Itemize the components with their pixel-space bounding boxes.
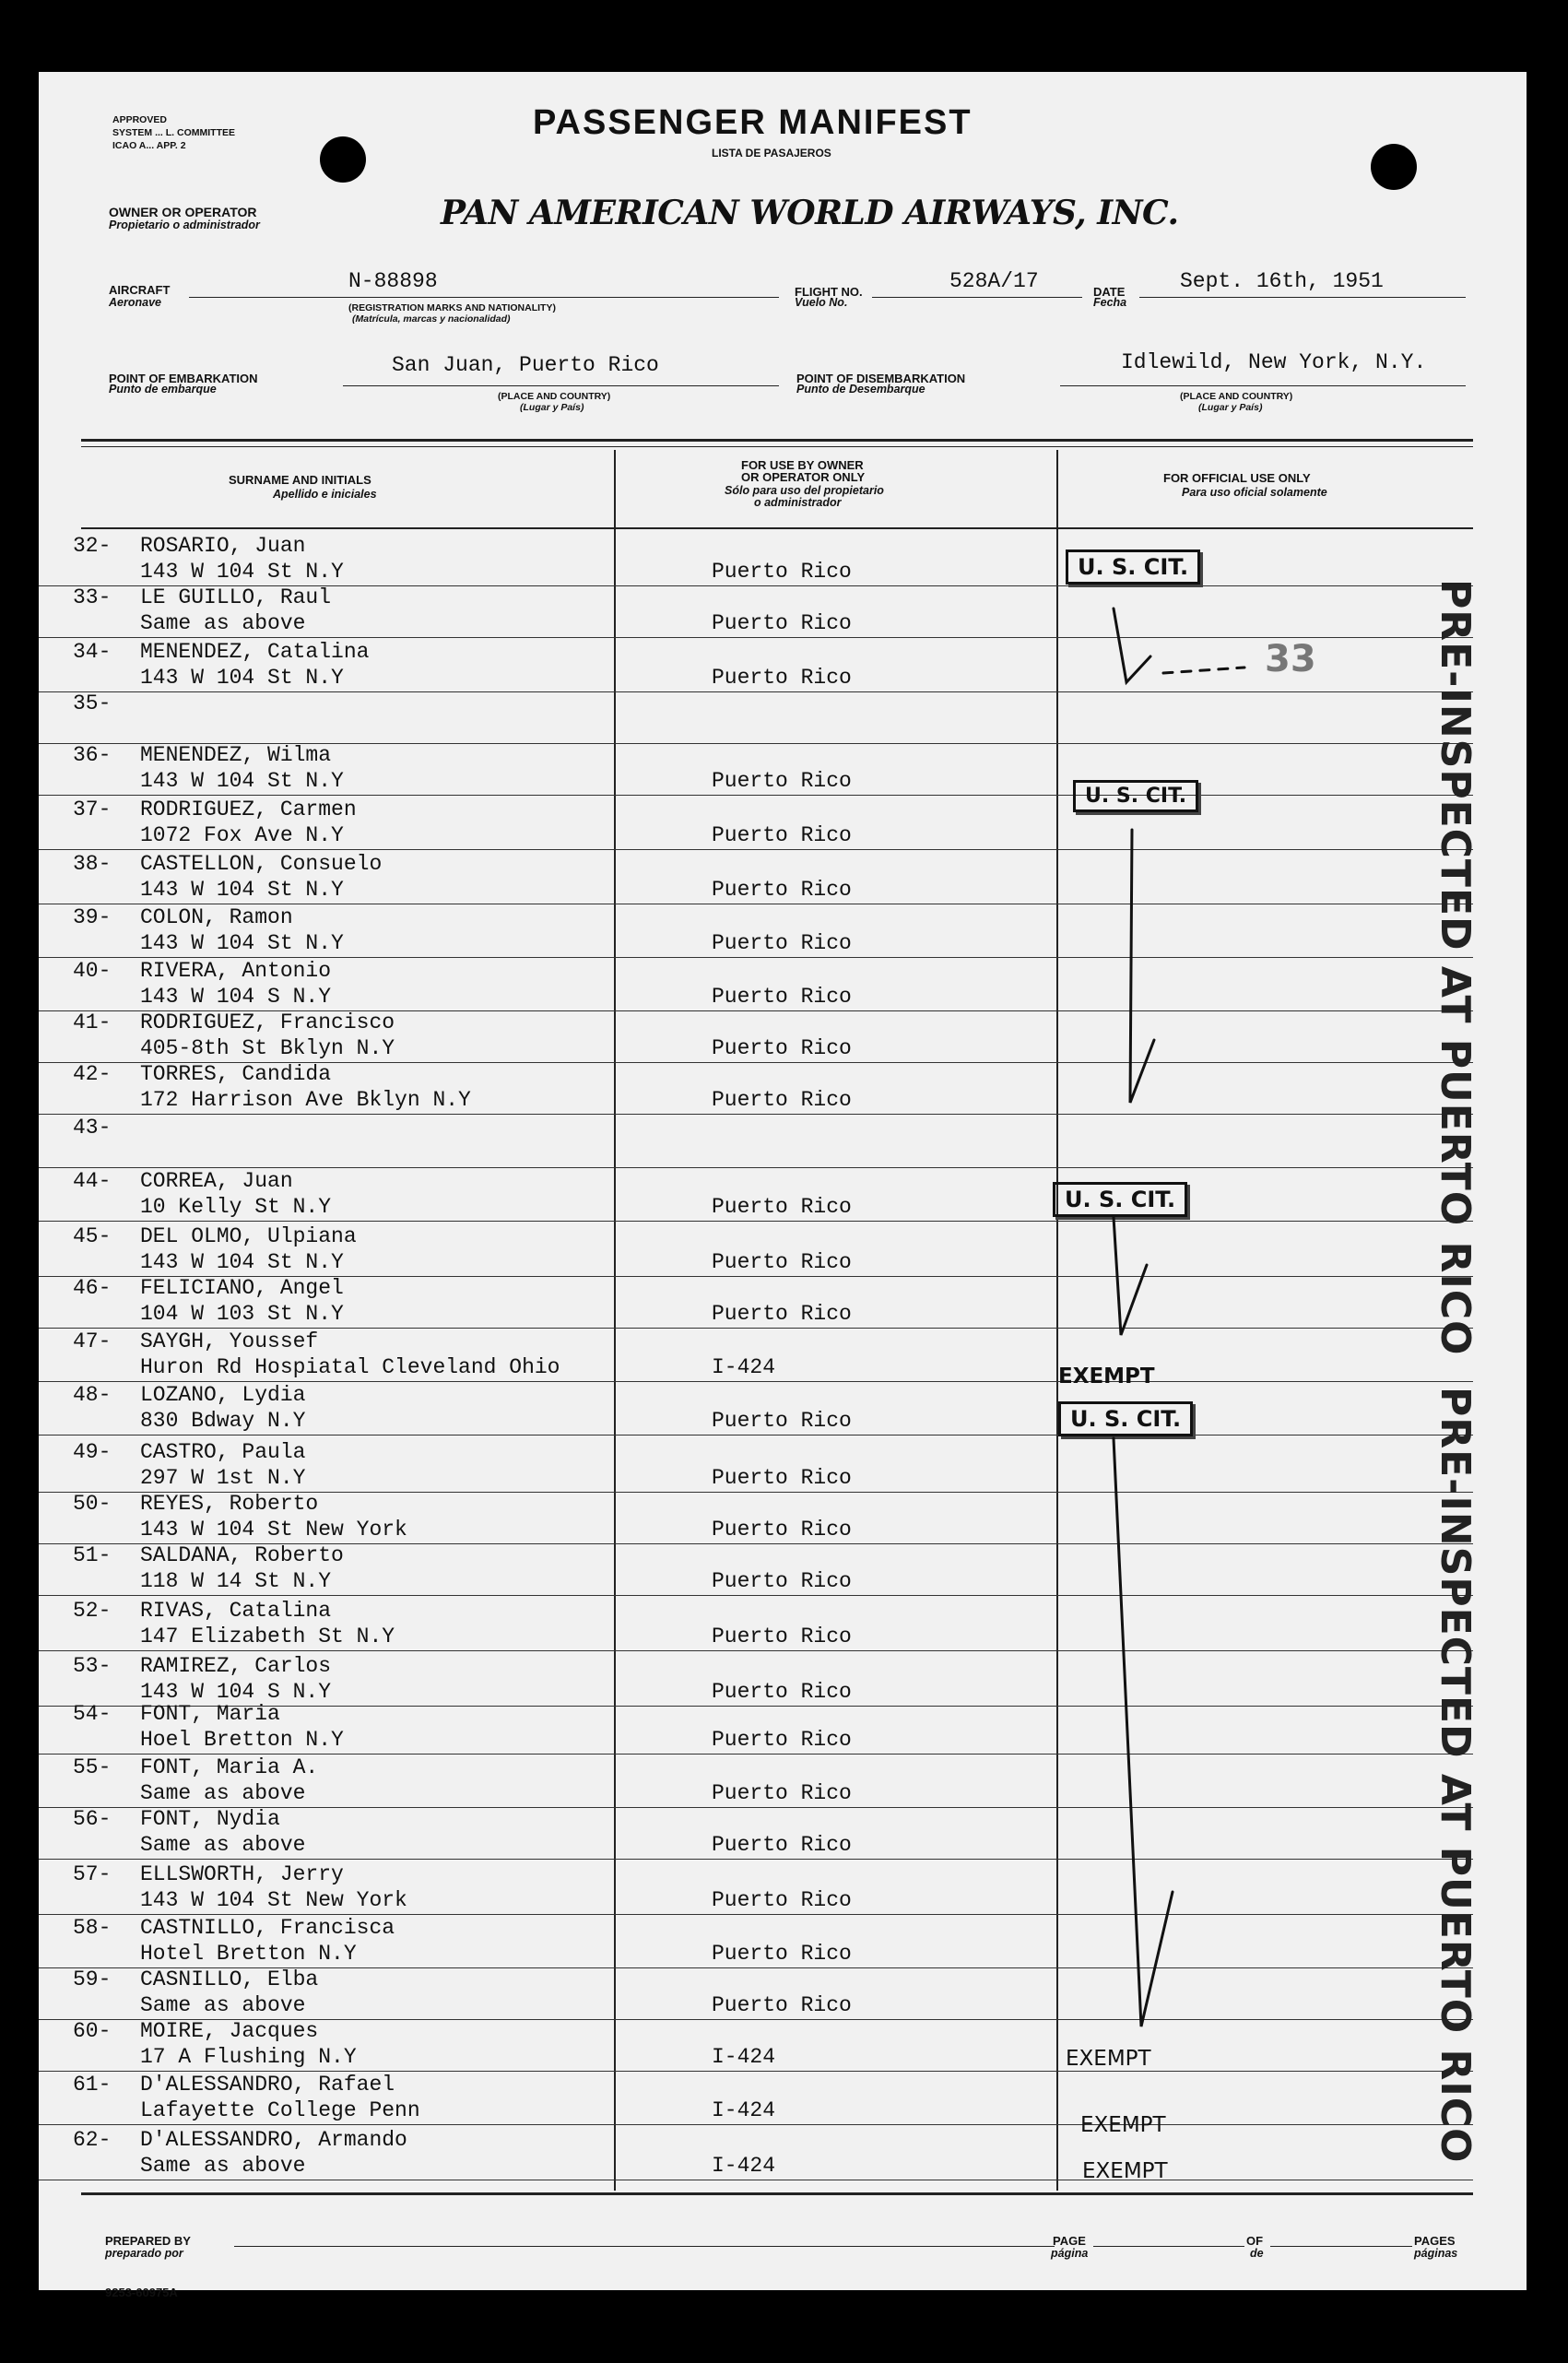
embark-caption: (PLACE AND COUNTRY): [498, 391, 611, 402]
passenger-name: D'ALESSANDRO, Armando: [140, 2128, 407, 2152]
passenger-owner-use: Puerto Rico: [712, 1250, 852, 1274]
aircraft-label: AIRCRAFT: [109, 283, 171, 297]
passenger-address: Hoel Bretton N.Y: [140, 1728, 344, 1752]
row-number: 62-: [73, 2128, 112, 2152]
col-header-official-es: Para uso oficial solamente: [1182, 486, 1327, 499]
page-title: PASSENGER MANIFEST: [533, 103, 973, 142]
passenger-owner-use: Puerto Rico: [712, 931, 852, 955]
passenger-name: FONT, Nydia: [140, 1807, 280, 1831]
passenger-name: MENENDEZ, Wilma: [140, 743, 332, 767]
us-cit-stamp-3: U. S. CIT.: [1053, 1182, 1187, 1217]
passenger-owner-use: Puerto Rico: [712, 769, 852, 793]
passenger-owner-use: Puerto Rico: [712, 985, 852, 1009]
embark-label-es: Punto de embarque: [109, 383, 217, 396]
table-bottom-rule: [81, 2192, 1473, 2195]
aircraft-value: N-88898: [348, 269, 438, 293]
embark-caption-es: (Lugar y País): [520, 402, 584, 413]
passenger-owner-use: Puerto Rico: [712, 1409, 852, 1433]
row-number: 32-: [73, 534, 112, 558]
passenger-address: 172 Harrison Ave Bklyn N.Y: [140, 1088, 471, 1112]
us-cit-stamp-4: U. S. CIT.: [1058, 1401, 1193, 1436]
row-number: 61-: [73, 2073, 112, 2097]
passenger-name: TORRES, Candida: [140, 1062, 332, 1086]
owner-name: PAN AMERICAN WORLD AIRWAYS, INC.: [441, 194, 1179, 232]
col-header-surname-es: Apellido e iniciales: [273, 488, 377, 501]
check-arrow-4: [1114, 1438, 1173, 2026]
pre-inspected-stamp-2: PRE-INSPECTED AT PUERTO RICO: [1432, 1387, 1479, 2164]
form-number: 9253-60975A: [105, 2286, 178, 2299]
passenger-owner-use: Puerto Rico: [712, 1781, 852, 1805]
passenger-address: 830 Bdway N.Y: [140, 1409, 306, 1433]
passenger-name: LOZANO, Lydia: [140, 1383, 306, 1407]
passenger-name: SAYGH, Youssef: [140, 1329, 319, 1353]
passenger-address: Same as above: [140, 1781, 306, 1805]
passenger-name: RIVERA, Antonio: [140, 959, 332, 983]
col-header-owner-es-2: o administrador: [754, 496, 842, 509]
passenger-name: CASTELLON, Consuelo: [140, 852, 383, 876]
row-number: 45-: [73, 1224, 112, 1248]
passenger-name: CASTRO, Paula: [140, 1440, 306, 1464]
row-number: 38-: [73, 852, 112, 876]
passenger-address: 143 W 104 St N.Y: [140, 560, 344, 584]
passenger-owner-use: Puerto Rico: [712, 1302, 852, 1326]
passenger-address: Lafayette College Penn: [140, 2098, 420, 2122]
passenger-owner-use: Puerto Rico: [712, 1888, 852, 1912]
passenger-address: 143 W 104 St New York: [140, 1518, 407, 1542]
passenger-owner-use: Puerto Rico: [712, 1195, 852, 1219]
passenger-owner-use: Puerto Rico: [712, 1942, 852, 1966]
flight-number: 528A/17: [949, 269, 1039, 293]
row-number: 51-: [73, 1543, 112, 1567]
passenger-owner-use: I-424: [712, 2154, 776, 2178]
row-number: 36-: [73, 743, 112, 767]
passenger-address: 143 W 104 St N.Y: [140, 878, 344, 902]
passenger-name: SALDANA, Roberto: [140, 1543, 344, 1567]
passenger-name: CASNILLO, Elba: [140, 1967, 319, 1991]
pages-label-es: páginas: [1414, 2247, 1458, 2260]
check-arrow-2: [1130, 830, 1154, 1103]
col-header-surname: SURNAME AND INITIALS: [229, 473, 371, 487]
row-number: 48-: [73, 1383, 112, 1407]
passenger-owner-use: I-424: [712, 1355, 776, 1379]
passenger-name: FONT, Maria: [140, 1702, 280, 1726]
of-label-es: de: [1250, 2247, 1264, 2260]
date-label-es: Fecha: [1093, 296, 1127, 309]
passenger-address: 143 W 104 St N.Y: [140, 1250, 344, 1274]
row-number: 47-: [73, 1329, 112, 1353]
passenger-name: FELICIANO, Angel: [140, 1276, 344, 1300]
passenger-address: 143 W 104 St New York: [140, 1888, 407, 1912]
col-header-official: FOR OFFICIAL USE ONLY: [1163, 471, 1311, 485]
passenger-address: Same as above: [140, 1993, 306, 2017]
passenger-owner-use: Puerto Rico: [712, 1088, 852, 1112]
row-number: 59-: [73, 1967, 112, 1991]
row-number: 39-: [73, 905, 112, 929]
passenger-owner-use: Puerto Rico: [712, 1993, 852, 2017]
passenger-owner-use: Puerto Rico: [712, 1833, 852, 1857]
approval-line-2: SYSTEM ... L. COMMITTEE: [112, 127, 236, 138]
passenger-owner-use: Puerto Rico: [712, 1680, 852, 1704]
embark-value: San Juan, Puerto Rico: [392, 353, 659, 377]
row-number: 44-: [73, 1169, 112, 1193]
of-label: OF: [1246, 2234, 1264, 2248]
passenger-address: 143 W 104 St N.Y: [140, 769, 344, 793]
passenger-owner-use: Puerto Rico: [712, 1036, 852, 1060]
row-number: 49-: [73, 1440, 112, 1464]
row-number: 52-: [73, 1599, 112, 1623]
row-number: 42-: [73, 1062, 112, 1086]
row-number: 58-: [73, 1916, 112, 1940]
passenger-owner-use: Puerto Rico: [712, 1625, 852, 1648]
page-label-es: página: [1051, 2247, 1089, 2260]
passenger-owner-use: Puerto Rico: [712, 666, 852, 690]
passenger-address: 118 W 14 St N.Y: [140, 1569, 332, 1593]
passenger-owner-use: I-424: [712, 2045, 776, 2069]
exempt-mark-2: EXEMPT: [1066, 2047, 1151, 2071]
prepared-by-label-es: preparado por: [105, 2247, 183, 2260]
flight-label-es: Vuelo No.: [795, 296, 848, 309]
row-number: 57-: [73, 1862, 112, 1886]
passenger-name: ROSARIO, Juan: [140, 534, 306, 558]
row-number: 33-: [73, 585, 112, 609]
passenger-address: 1072 Fox Ave N.Y: [140, 823, 344, 847]
passenger-address: Same as above: [140, 2154, 306, 2178]
passenger-name: REYES, Roberto: [140, 1492, 319, 1516]
col-header-owner-2: OR OPERATOR ONLY: [741, 470, 866, 484]
passenger-address: Hotel Bretton N.Y: [140, 1942, 357, 1966]
passenger-name: CORREA, Juan: [140, 1169, 293, 1193]
passenger-owner-use: Puerto Rico: [712, 1466, 852, 1490]
passenger-count: 33: [1265, 638, 1316, 680]
passenger-owner-use: Puerto Rico: [712, 611, 852, 635]
prepared-by-label: PREPARED BY: [105, 2234, 191, 2248]
exempt-mark-3: EXEMPT: [1080, 2113, 1166, 2137]
flight-date: Sept. 16th, 1951: [1180, 269, 1384, 293]
row-number: 40-: [73, 959, 112, 983]
passenger-owner-use: Puerto Rico: [712, 1569, 852, 1593]
col-header-owner-1: FOR USE BY OWNER: [741, 458, 864, 472]
page-subtitle: LISTA DE PASAJEROS: [712, 147, 831, 160]
check-arrow-1: [1114, 608, 1150, 682]
passenger-address: 10 Kelly St N.Y: [140, 1195, 332, 1219]
passenger-owner-use: I-424: [712, 2098, 776, 2122]
aircraft-caption-es: (Matrícula, marcas y nacionalidad): [352, 313, 511, 325]
passenger-address: Same as above: [140, 1833, 306, 1857]
row-number: 60-: [73, 2019, 112, 2043]
exempt-mark-4: EXEMPT: [1082, 2159, 1168, 2183]
passenger-address: 297 W 1st N.Y: [140, 1466, 306, 1490]
passenger-name: ELLSWORTH, Jerry: [140, 1862, 344, 1886]
passenger-address: 143 W 104 S N.Y: [140, 1680, 332, 1704]
row-number: 43-: [73, 1116, 112, 1140]
passenger-owner-use: Puerto Rico: [712, 1518, 852, 1542]
row-number: 56-: [73, 1807, 112, 1831]
disembark-caption-es: (Lugar y País): [1198, 402, 1263, 413]
pre-inspected-stamp-1: PRE-INSPECTED AT PUERTO RICO: [1432, 579, 1479, 1356]
date-label: DATE: [1093, 285, 1126, 299]
passenger-address: 104 W 103 St N.Y: [140, 1302, 344, 1326]
check-dash: [1163, 668, 1244, 673]
row-number: 55-: [73, 1755, 112, 1779]
disembark-value: Idlewild, New York, N.Y.: [1121, 350, 1427, 374]
disembark-label: POINT OF DISEMBARKATION: [796, 372, 966, 385]
passenger-name: DEL OLMO, Ulpiana: [140, 1224, 357, 1248]
check-arrow-3: [1114, 1217, 1147, 1335]
passenger-name: COLON, Ramon: [140, 905, 293, 929]
row-number: 54-: [73, 1702, 112, 1726]
passenger-name: RODRIGUEZ, Francisco: [140, 1010, 395, 1034]
disembark-caption: (PLACE AND COUNTRY): [1180, 391, 1293, 402]
owner-label-es: Propietario o administrador: [109, 219, 260, 231]
row-number: 34-: [73, 640, 112, 664]
row-number: 37-: [73, 798, 112, 821]
pages-label: PAGES: [1414, 2234, 1456, 2248]
passenger-owner-use: Puerto Rico: [712, 560, 852, 584]
approval-line-1: APPROVED: [112, 114, 167, 125]
aircraft-label-es: Aeronave: [109, 296, 161, 309]
disembark-label-es: Punto de Desembarque: [796, 383, 925, 396]
exempt-mark-1: EXEMPT: [1058, 1365, 1155, 1388]
embark-label: POINT OF EMBARKATION: [109, 372, 258, 385]
aircraft-caption: (REGISTRATION MARKS AND NATIONALITY): [348, 302, 556, 313]
passenger-name: RODRIGUEZ, Carmen: [140, 798, 357, 821]
passenger-owner-use: Puerto Rico: [712, 878, 852, 902]
passenger-address: 143 W 104 St N.Y: [140, 931, 344, 955]
passenger-address: Huron Rd Hospiatal Cleveland Ohio: [140, 1355, 560, 1379]
row-number: 41-: [73, 1010, 112, 1034]
passenger-owner-use: Puerto Rico: [712, 823, 852, 847]
us-cit-stamp-2: U. S. CIT.: [1073, 780, 1198, 812]
approval-line-3: ICAO A... APP. 2: [112, 140, 186, 151]
passenger-name: LE GUILLO, Raul: [140, 585, 332, 609]
passenger-address: 143 W 104 S N.Y: [140, 985, 332, 1009]
row-number: 50-: [73, 1492, 112, 1516]
passenger-address: 405-8th St Bklyn N.Y: [140, 1036, 395, 1060]
passenger-address: 143 W 104 St N.Y: [140, 666, 344, 690]
passenger-name: RIVAS, Catalina: [140, 1599, 332, 1623]
col-header-owner-es-1: Sólo para uso del propietario: [725, 484, 884, 497]
owner-label: OWNER OR OPERATOR: [109, 205, 257, 219]
us-cit-stamp-1: U. S. CIT.: [1066, 549, 1200, 585]
passenger-name: MOIRE, Jacques: [140, 2019, 319, 2043]
row-number: 46-: [73, 1276, 112, 1300]
row-number: 53-: [73, 1654, 112, 1678]
passenger-address: 147 Elizabeth St N.Y: [140, 1625, 395, 1648]
passenger-name: D'ALESSANDRO, Rafael: [140, 2073, 395, 2097]
passenger-address: Same as above: [140, 611, 306, 635]
flight-label: FLIGHT NO.: [795, 285, 863, 299]
passenger-owner-use: Puerto Rico: [712, 1728, 852, 1752]
passenger-name: FONT, Maria A.: [140, 1755, 319, 1779]
row-number: 35-: [73, 691, 112, 715]
page-label: PAGE: [1053, 2234, 1086, 2248]
passenger-name: CASTNILLO, Francisca: [140, 1916, 395, 1940]
passenger-name: RAMIREZ, Carlos: [140, 1654, 332, 1678]
passenger-address: 17 A Flushing N.Y: [140, 2045, 357, 2069]
passenger-name: MENENDEZ, Catalina: [140, 640, 370, 664]
